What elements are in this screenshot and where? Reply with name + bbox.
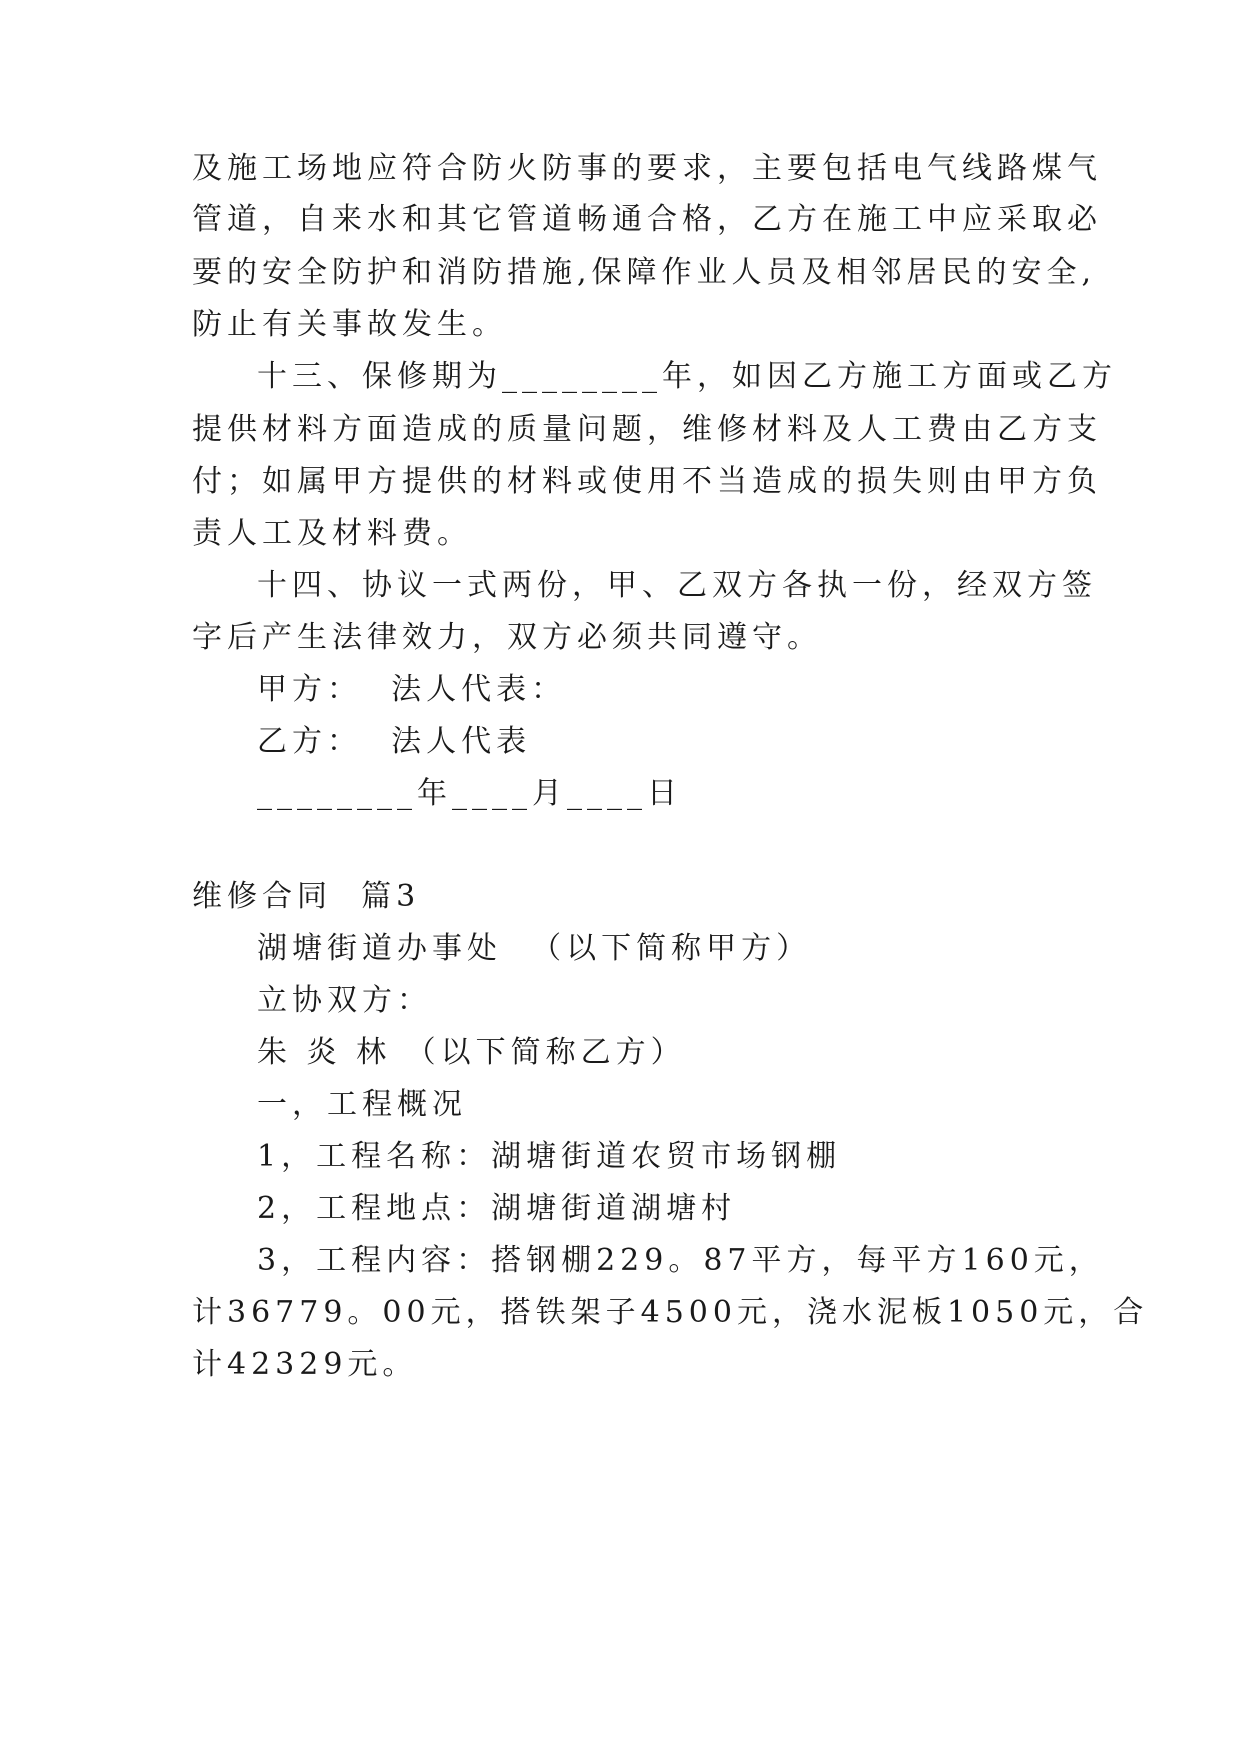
party-b-signature: 乙方： 法人代表 <box>257 724 532 759</box>
party-a-name: 湖塘街道办事处 （以下简称甲方） <box>257 931 812 966</box>
project-name-item: 1，工程名称：湖塘街道农贸市场钢棚 <box>257 1139 842 1174</box>
clause-14-line-1: 十四、协议一式两份，甲、乙双方各执一份，经双方签 <box>257 568 1097 603</box>
section-title: 维修合同 篇3 <box>192 879 421 914</box>
clause-12-line-2: 管道，自来水和其它管道畅通合格，乙方在施工中应采取必 <box>192 202 1102 237</box>
clause-13-line-2: 提供材料方面造成的质量问题，维修材料及人工费由乙方支 <box>192 412 1102 447</box>
parties-label: 立协双方： <box>257 983 432 1018</box>
project-location-item: 2，工程地点：湖塘街道湖塘村 <box>257 1191 737 1226</box>
clause-13-line-1: 十三、保修期为________年，如因乙方施工方面或乙方 <box>257 359 1117 394</box>
clause-12-line-4: 防止有关事故发生。 <box>192 307 507 342</box>
clause-14-line-2: 字后产生法律效力，双方必须共同遵守。 <box>192 620 822 655</box>
signature-date: ________年____月____日 <box>257 776 682 811</box>
party-b-name: 朱 炎 林 （以下简称乙方） <box>257 1035 686 1070</box>
project-content-line-3: 计42329元。 <box>192 1347 418 1382</box>
project-content-line-1: 3，工程内容：搭钢棚229。87平方，每平方160元， <box>257 1243 1104 1278</box>
clause-13-line-4: 责人工及材料费。 <box>192 516 472 551</box>
clause-12-line-3: 要的安全防护和消防措施,保障作业人员及相邻居民的安全, <box>192 255 1097 290</box>
project-content-line-2: 计36779。00元，搭铁架子4500元，浇水泥板1050元，合 <box>192 1295 1149 1330</box>
clause-13-line-3: 付；如属甲方提供的材料或使用不当造成的损失则由甲方负 <box>192 464 1102 499</box>
party-a-signature: 甲方： 法人代表： <box>257 672 567 707</box>
section-1-heading: 一，工程概况 <box>257 1087 467 1122</box>
clause-12-line-1: 及施工场地应符合防火防事的要求，主要包括电气线路煤气 <box>192 151 1102 186</box>
